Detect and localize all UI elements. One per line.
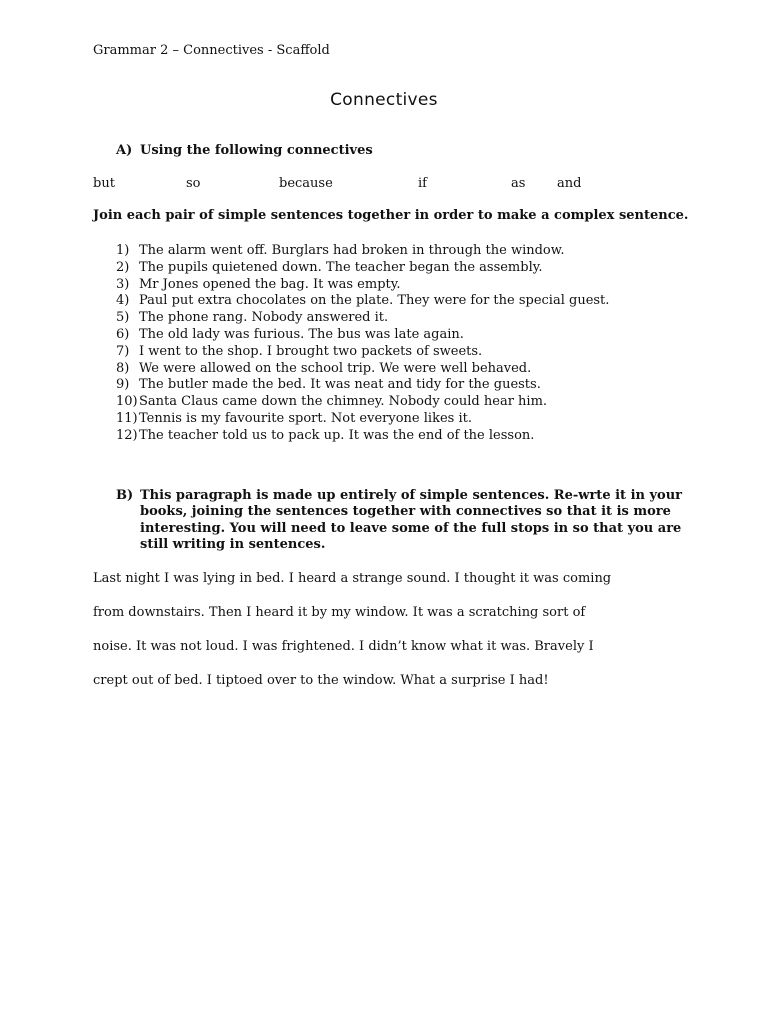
page-header: Grammar 2 – Connectives - Scaffold <box>93 43 330 58</box>
paragraph-line: noise. It was not loud. I was frightened. I didn’t know what it was. Bravely I <box>93 639 594 654</box>
paragraph-line: crept out of bed. I tiptoed over to the window. What a surprise I had! <box>93 673 549 688</box>
section-b-heading <box>116 488 686 554</box>
connective-but: but <box>93 176 115 191</box>
page-title: Connectives <box>330 90 438 110</box>
section-a-letter: A) <box>116 143 133 158</box>
list-item <box>116 377 609 394</box>
list-item <box>116 344 609 361</box>
item-number: 12) <box>116 427 138 443</box>
item-number: 8) <box>116 360 130 376</box>
item-number: 7) <box>116 343 130 359</box>
list-item <box>116 428 609 445</box>
item-number: 5) <box>116 310 130 326</box>
item-number: 9) <box>116 377 130 393</box>
item-text: The old lady was furious. The bus was late again. <box>139 326 464 342</box>
item-number: 2) <box>116 259 130 275</box>
list-item <box>116 361 609 378</box>
item-text: The butler made the bed. It was neat and tidy for the guests. <box>139 377 541 393</box>
list-item <box>116 277 609 294</box>
list-item <box>116 260 609 277</box>
connective-because: because <box>279 176 333 191</box>
item-number: 6) <box>116 326 130 342</box>
connectives-row <box>0 176 768 194</box>
item-text: Paul put extra chocolates on the plate. They were for the special guest. <box>139 293 610 309</box>
section-a-title: Using the following connectives <box>140 143 373 158</box>
list-item <box>116 293 609 310</box>
list-item <box>116 310 609 327</box>
connective-so: so <box>186 176 201 191</box>
item-text: The alarm went off. Burglars had broken in through the window. <box>139 243 565 258</box>
item-number: 11) <box>116 410 138 426</box>
section-a-instruction: Join each pair of simple sentences together in order to make a complex sentence. <box>93 208 689 223</box>
item-number: 3) <box>116 276 130 292</box>
item-text: Tennis is my favourite sport. Not everyone likes it. <box>139 410 472 426</box>
sentence-list <box>116 243 609 445</box>
connective-as: as <box>511 176 526 191</box>
item-text: Mr Jones opened the bag. It was empty. <box>139 276 401 292</box>
item-number: 10) <box>116 394 138 410</box>
item-text: The phone rang. Nobody answered it. <box>139 310 389 326</box>
item-text: Santa Claus came down the chimney. Nobody could hear him. <box>139 394 548 410</box>
connective-if: if <box>418 176 427 191</box>
item-number: 4) <box>116 293 130 309</box>
list-item <box>116 411 609 428</box>
item-number: 1) <box>116 243 130 258</box>
list-item <box>116 327 609 344</box>
section-b-instruction: This paragraph is made up entirely of simple sentences. Re-wrte it in your books, joining the sentences together with connectives so that it is more interesting. You will need to leave some of the full stops in so that you are still writing in sentences. <box>140 488 683 553</box>
item-text: I went to the shop. I brought two packets of sweets. <box>139 343 483 359</box>
item-text: The pupils quietened down. The teacher began the assembly. <box>139 259 543 275</box>
item-text: We were allowed on the school trip. We were well behaved. <box>139 360 532 376</box>
paragraph-line: from downstairs. Then I heard it by my window. It was a scratching sort of <box>93 605 586 620</box>
section-b-letter: B) <box>116 488 134 503</box>
paragraph-line: Last night I was lying in bed. I heard a strange sound. I thought it was coming <box>93 571 612 586</box>
list-item <box>116 394 609 411</box>
connective-and: and <box>557 176 582 191</box>
list-item <box>116 243 609 260</box>
item-text: The teacher told us to pack up. It was the end of the lesson. <box>139 427 535 443</box>
section-a-heading <box>116 143 373 158</box>
